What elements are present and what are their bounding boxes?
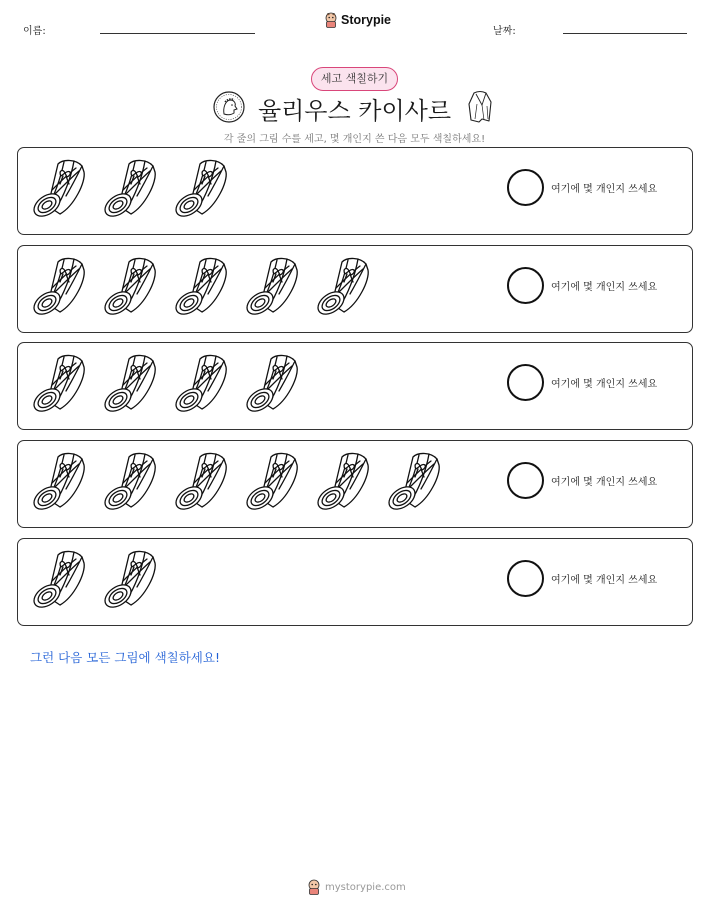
scroll-group	[30, 254, 385, 320]
scroll-icon[interactable]	[314, 254, 385, 320]
counting-row	[17, 245, 693, 333]
answer-label: 여기에 몇 개인지 쓰세요	[551, 281, 658, 293]
answer-circle[interactable]	[507, 169, 544, 206]
answer-label: 여기에 몇 개인지 쓰세요	[551, 379, 658, 391]
counting-row	[17, 342, 693, 430]
scroll-icon[interactable]	[101, 449, 172, 515]
scroll-icon[interactable]	[101, 351, 172, 417]
scroll-icon[interactable]	[243, 449, 314, 515]
page-title: 율리우스 카이사르	[257, 97, 452, 125]
name-line[interactable]	[100, 33, 255, 34]
answer-label: 여기에 몇 개인지 쓰세요	[551, 477, 658, 489]
answer-circle[interactable]	[507, 364, 544, 401]
scroll-icon[interactable]	[30, 351, 101, 417]
scroll-group	[30, 547, 172, 613]
scroll-icon[interactable]	[30, 547, 101, 613]
answer-label: 여기에 몇 개인지 쓰세요	[551, 184, 658, 195]
footer-site: mystorypie.com	[325, 881, 406, 893]
answer-circle[interactable]	[507, 462, 544, 499]
date-label: 날짜:	[493, 26, 516, 37]
scroll-icon[interactable]	[243, 351, 314, 417]
scroll-icon[interactable]	[243, 254, 314, 320]
scroll-icon[interactable]	[101, 547, 172, 613]
storypie-logo	[324, 12, 391, 28]
name-label: 이름:	[23, 26, 46, 37]
scroll-icon[interactable]	[172, 449, 243, 515]
activity-badge: 세고 색칠하기	[311, 67, 398, 91]
brand-name: Storypie	[341, 13, 392, 27]
footer-note: 그런 다음 모든 그림에 색칠하세요!	[30, 650, 220, 665]
scroll-icon[interactable]	[314, 449, 385, 515]
scroll-icon[interactable]	[30, 449, 101, 515]
footer-brand	[307, 879, 406, 895]
scroll-icon[interactable]	[172, 156, 243, 222]
instructions: 각 줄의 그림 수를 세고, 몇 개인지 쓴 다음 모두 색칠하세요!	[223, 134, 486, 145]
scroll-icon[interactable]	[30, 254, 101, 320]
counting-row	[17, 147, 693, 235]
scroll-icon[interactable]	[101, 156, 172, 222]
storypie-mascot-icon	[324, 12, 338, 28]
date-line[interactable]	[563, 33, 687, 34]
answer-label: 여기에 몇 개인지 쓰세요	[551, 574, 658, 586]
counting-row	[17, 440, 693, 528]
answer-circle[interactable]	[507, 560, 544, 597]
counting-rows	[17, 147, 693, 635]
answer-circle[interactable]	[507, 267, 544, 304]
title-row	[0, 88, 709, 128]
toga-icon	[465, 90, 495, 124]
scroll-icon[interactable]	[101, 254, 172, 320]
scroll-icon[interactable]	[172, 351, 243, 417]
scroll-icon[interactable]	[385, 449, 456, 515]
counting-row	[17, 538, 693, 626]
scroll-group	[30, 449, 456, 515]
scroll-group	[30, 351, 314, 417]
scroll-icon[interactable]	[30, 156, 101, 222]
scroll-group	[30, 156, 243, 222]
scroll-icon[interactable]	[172, 254, 243, 320]
storypie-mascot-icon	[307, 879, 321, 895]
